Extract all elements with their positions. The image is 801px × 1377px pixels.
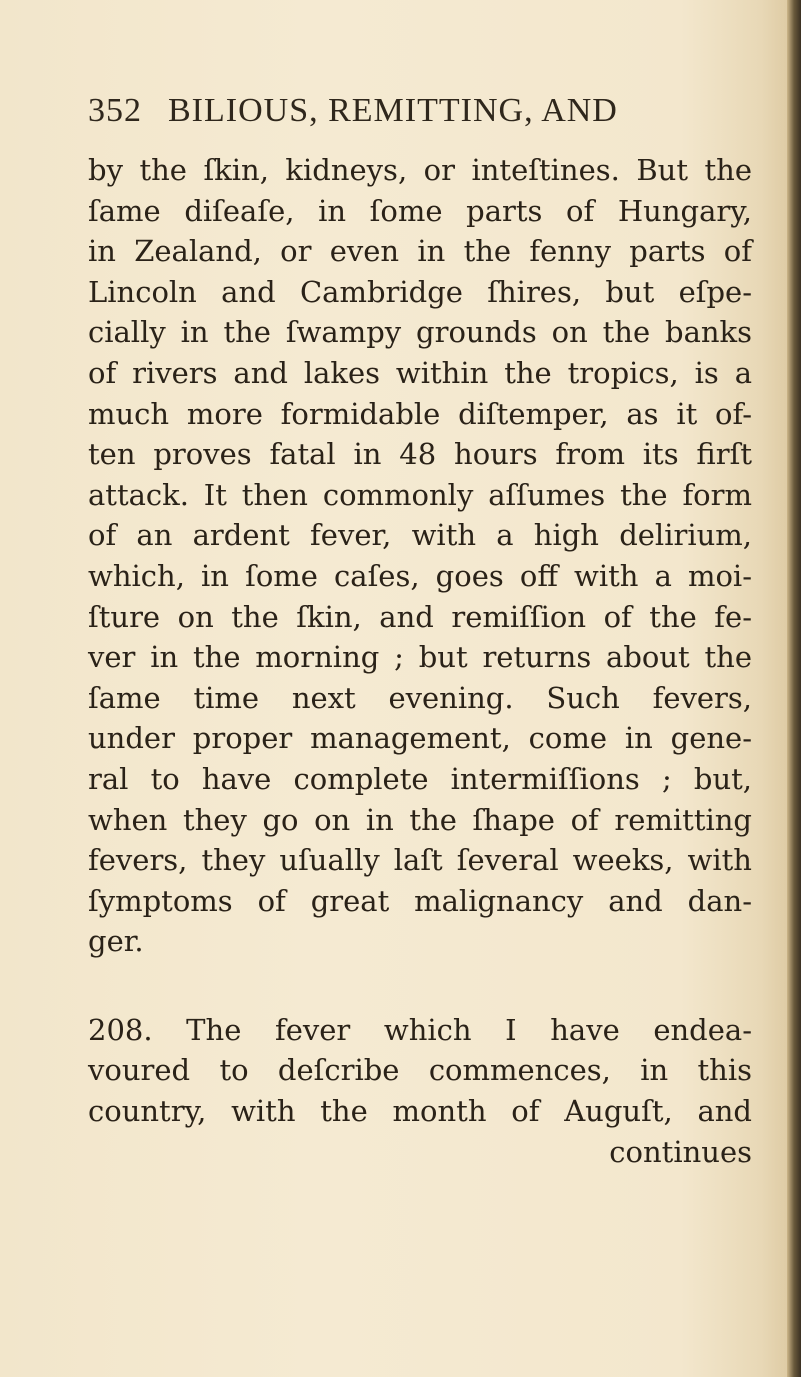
text-line: ſame time next evening. Such fevers, (88, 680, 752, 715)
text-line: by the ſkin, kidneys, or inteſtines. But the (88, 153, 752, 187)
text-line: when they go on in the ſhape of remitting (88, 802, 752, 837)
text-line: which, in ſome caſes, goes off with a moi- (88, 558, 752, 593)
text-line: ver in the morning ; but returns about the (88, 640, 752, 675)
text-line: 208. The fever which I have endea- (88, 1012, 752, 1047)
text-line: ten proves fatal in 48 hours from its firſt (88, 437, 752, 472)
text-line: ger. (88, 924, 144, 959)
text-line: voured to deſcribe commences, in this (88, 1053, 752, 1088)
running-head: BILIOUS, REMITTING, AND (168, 92, 618, 129)
text-line: cially in the ſwampy grounds on the banks (88, 315, 752, 350)
text-line: country, with the month of Auguſt, and (88, 1094, 752, 1129)
page-edge-shadow (787, 0, 801, 1377)
text-line: fevers, they uſually laſt ſeveral weeks, with (88, 843, 752, 878)
text-line: ral to have complete intermiſſions ; but, (88, 761, 752, 796)
text-line: of rivers and lakes within the tropics, is a (88, 355, 752, 390)
text-line: in Zealand, or even in the fenny parts of (88, 234, 752, 269)
text-line: ſture on the ſkin, and remiſſion of the fe- (88, 599, 752, 634)
paragraph-gap (88, 962, 752, 1010)
text-line: ſame diſeaſe, in ſome parts of Hungary, (88, 193, 752, 228)
body-text (88, 150, 752, 1172)
text-line: attack. It then commonly aſſumes the form (88, 477, 752, 512)
page-header (88, 92, 708, 144)
text-line: ſymptoms of great malignancy and dan- (88, 883, 752, 918)
text-line: under proper management, come in gene- (88, 721, 752, 756)
catchword: continues (609, 1134, 752, 1169)
text-line: Lincoln and Cambridge ſhires, but eſpe- (88, 274, 752, 309)
text-line: much more formidable diſtemper, as it of- (88, 396, 752, 431)
page-number: 352 (88, 92, 142, 129)
text-line: of an ardent fever, with a high delirium, (88, 518, 752, 553)
